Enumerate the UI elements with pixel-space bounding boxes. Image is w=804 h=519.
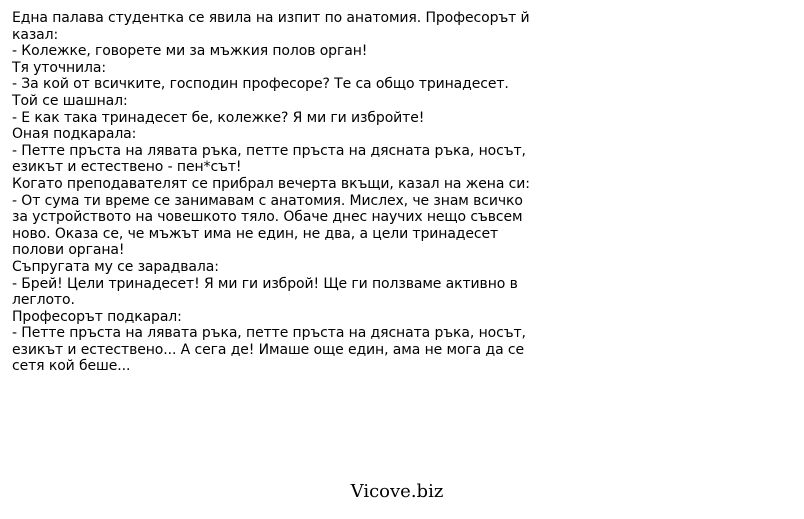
joke-line: - Петте пръста на лявата ръка, петте пръста на дясната ръка, носът, (12, 325, 526, 342)
joke-line: ново. Оказа се, че мъжът има не един, не два, а цели тринадесет (12, 225, 499, 242)
joke-line: за устройството на човешкото тяло. Обаче днес научих нещо съвсем (12, 209, 523, 226)
joke-line: Професорът подкарал: (12, 308, 182, 325)
joke-line: - Колежке, говорете ми за мъжкия полов орган! (12, 43, 368, 60)
joke-line: езикът и естествено... А сега де! Имаше още един, ама не мога да се (12, 341, 525, 358)
joke-line: полови органа! (12, 242, 125, 259)
joke-text (12, 10, 572, 375)
joke-line: сетя кой беше... (12, 358, 131, 375)
joke-line: Съпругата му се зарадвала: (12, 258, 219, 275)
joke-line: Една палава студентка се явила на изпит по анатомия. Професорът й (12, 10, 530, 26)
joke-line: - Е как така тринадесет бе, колежке? Я ми ги избройте! (12, 109, 425, 126)
joke-line: Той се шашнал: (12, 92, 128, 109)
joke-line: Оная подкарала: (12, 126, 137, 143)
joke-line: - От сума ти време се занимавам с анатомия. Мислех, че знам всичко (12, 192, 523, 209)
joke-line: леглото. (12, 292, 75, 309)
joke-line: езикът и естествено - пен*сът! (12, 159, 242, 176)
joke-line: Тя уточнила: (12, 59, 106, 76)
site-watermark: Vicove.biz (350, 481, 444, 502)
joke-line: казал: (12, 26, 59, 43)
joke-line: Когато преподавателят се прибрал вечерта вкъщи, казал на жена си: (12, 175, 530, 192)
joke-line: - Брей! Цели тринадесет! Я ми ги изброй! Ще ги ползваме активно в (12, 275, 518, 292)
joke-line: - За кой от всичките, господин професоре? Те са общо тринадесет. (12, 76, 509, 93)
joke-line: - Петте пръста на лявата ръка, петте пръста на дясната ръка, носът, (12, 142, 526, 159)
